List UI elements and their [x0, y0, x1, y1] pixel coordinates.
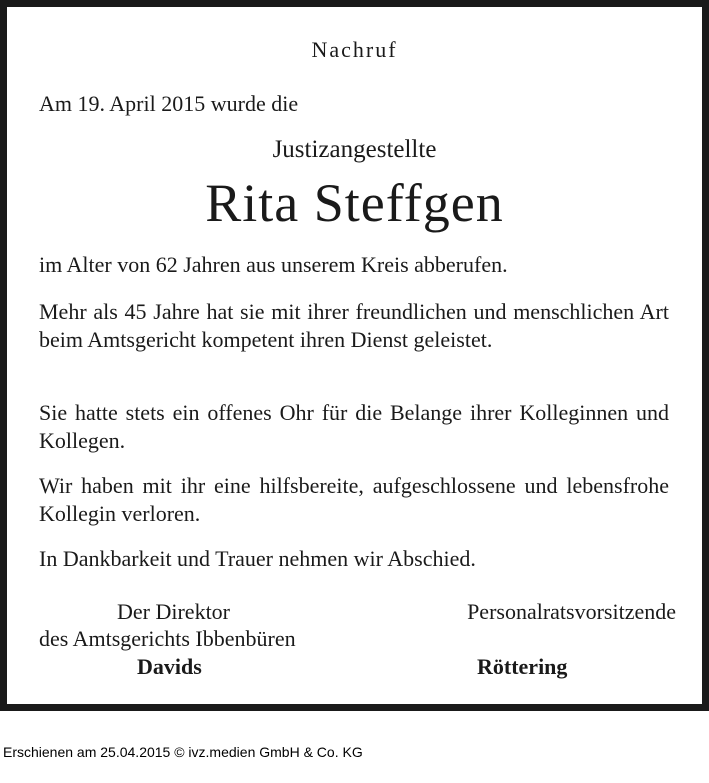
deceased-name: Rita Steffgen [205, 173, 504, 233]
signature-right-title: Personalratsvorsitzende [467, 599, 676, 624]
signature-left-subtitle: des Amtsgerichts Ibbenbüren [39, 626, 296, 651]
signature-left-title: Der Direktor [117, 599, 231, 624]
deceased-role: Justizangestellte [272, 136, 437, 163]
paragraph-service: Mehr als 45 Jahre hat sie mit ihrer freundlichen und menschlichen Art beim Amtsgericht kompetent ihren Dienst geleistet. [39, 299, 669, 352]
publication-footer: Erschienen am 25.04.2015 © ivz.medien GmbH & Co. KG [3, 744, 363, 760]
paragraph-loss: Wir haben mit ihr eine hilfsbereite, aufgeschlossene und lebensfrohe Kollegin verloren. [39, 473, 669, 526]
notice-heading: Nachruf [311, 37, 398, 62]
paragraph-age: im Alter von 62 Jahren aus unserem Kreis abberufen. [39, 252, 508, 277]
paragraph-colleagues: Sie hatte stets ein offenes Ohr für die Belange ihrer Kolleginnen und Kollegen. [39, 400, 669, 453]
signature-right-name: Röttering [477, 654, 568, 679]
paragraph-farewell: In Dankbarkeit und Trauer nehmen wir Abschied. [39, 546, 476, 571]
signature-left-name: Davids [137, 654, 202, 679]
opening-line: Am 19. April 2015 wurde die [39, 91, 299, 116]
